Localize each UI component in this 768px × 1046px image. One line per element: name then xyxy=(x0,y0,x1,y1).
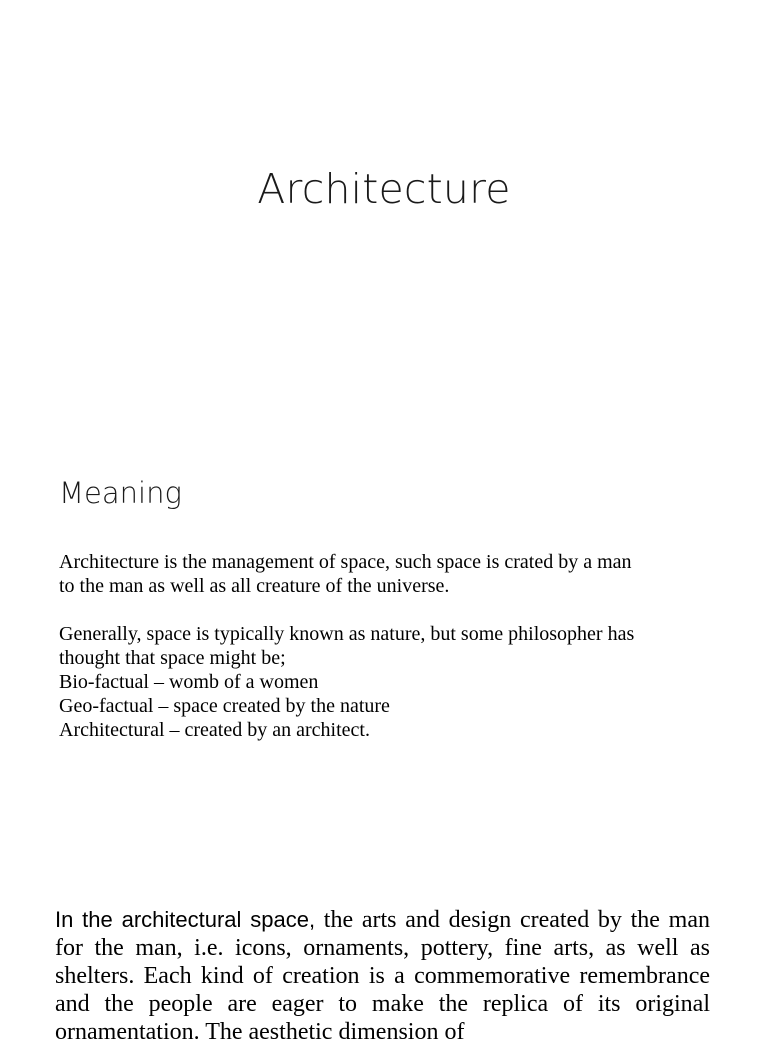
space-types-paragraph xyxy=(59,622,719,742)
slide-title-text: Architecture xyxy=(257,165,511,213)
meaning-heading: Meaning xyxy=(59,476,182,510)
slide-title xyxy=(0,0,768,432)
architectural-space-paragraph xyxy=(55,906,710,1046)
text-line: Generally, space is typically known as nature, but some philosopher has xyxy=(59,623,635,645)
definition-paragraph xyxy=(59,550,719,598)
text-line: Architecture is the management of space, such space is crated by a man xyxy=(59,551,632,573)
text-line: Geo-factual – space created by the nature xyxy=(59,695,390,717)
slide-meaning xyxy=(0,432,768,864)
slide-architectural-space xyxy=(0,864,768,1045)
text-line: to the man as well as all creature of the universe. xyxy=(59,575,450,597)
text-line: thought that space might be; xyxy=(59,647,286,669)
paragraph-body: the arts and design created by the man for the man, i.e. icons, ornaments, pottery, fine arts, as well as shelters. Each kind of creation is a commemorative remembrance and the people are eager to make the replica of its original ornamentation. The aesthetic dimension of xyxy=(55,907,711,1045)
paragraph-intro: In the architectural space, xyxy=(55,907,316,932)
text-line: Architectural – created by an architect. xyxy=(59,719,370,741)
text-line: Bio-factual – womb of a women xyxy=(59,671,319,693)
